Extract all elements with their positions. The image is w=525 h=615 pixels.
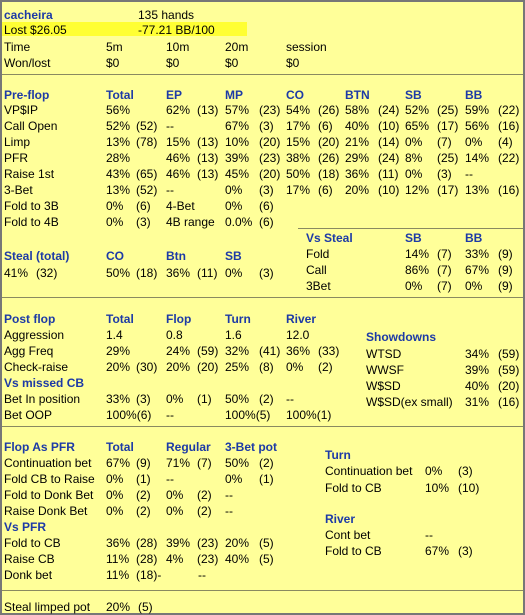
stat-label: 3Bet — [306, 279, 331, 293]
stat-sample: (9) — [498, 279, 513, 293]
stat-sample: (65) — [136, 167, 158, 181]
stat-label: Limp — [4, 135, 31, 149]
stat-value: 1.4 — [106, 328, 123, 342]
stat-value: 12.0 — [286, 328, 310, 342]
flop-as-pfr-title: Flop As PFR — [4, 440, 75, 454]
vs-steal-title: Vs Steal — [306, 231, 353, 245]
stat-value: 57% — [225, 103, 250, 117]
stat-sample: (25) — [437, 151, 459, 165]
divider — [298, 228, 523, 229]
stat-sample: (3) — [437, 167, 452, 181]
stat-value: 20% — [106, 600, 131, 614]
wonlost-value: $0 — [225, 56, 239, 70]
stat-sample: (5) — [138, 600, 153, 614]
stat-value: -- — [198, 568, 206, 582]
stat-sample: (28) — [136, 552, 158, 566]
stat-value: 50% — [106, 266, 131, 280]
stat-sample: (14) — [378, 135, 400, 149]
stat-value: 32% — [225, 344, 250, 358]
stat-label: Cont bet — [325, 528, 371, 542]
stat-sample: (10) — [378, 183, 400, 197]
steal-col: SB — [225, 249, 242, 263]
stat-label: Raise 1st — [4, 167, 55, 181]
stat-value: 52% — [106, 119, 131, 133]
stat-value: 36% — [345, 167, 370, 181]
stat-value: 17% — [286, 183, 311, 197]
stat-value: 29% — [345, 151, 370, 165]
stat-sample: (26) — [318, 151, 340, 165]
stat-value: 0% — [405, 167, 423, 181]
stat-value: 31% — [465, 395, 490, 409]
stat-value: -- — [425, 528, 433, 542]
stat-value: 0% — [425, 464, 443, 478]
stat-label: WWSF — [366, 363, 404, 377]
preflop-col: CO — [286, 88, 304, 102]
stat-value: 50% — [286, 167, 311, 181]
preflop-col: EP — [166, 88, 183, 102]
stat-sample: (7) — [437, 247, 452, 261]
stat-value: 67% — [465, 263, 490, 277]
time-col: session — [286, 40, 327, 54]
preflop-col: BTN — [345, 88, 370, 102]
stat-sample: (20) — [197, 360, 219, 374]
stat-value: 100%(5) — [225, 408, 271, 422]
stat-sample: (41) — [259, 344, 281, 358]
stat-sample: (13) — [197, 135, 219, 149]
vs-steal-col: BB — [465, 231, 483, 245]
stat-sample: (59) — [498, 363, 520, 377]
stat-sample: (22) — [498, 151, 520, 165]
stat-value: 40% — [465, 379, 490, 393]
stat-value: 33% — [465, 247, 490, 261]
stat-sample: (1) — [197, 392, 212, 406]
stat-value: 11% — [106, 552, 130, 566]
flop-as-pfr-col: Total — [106, 440, 134, 454]
stat-label: Donk bet — [4, 568, 53, 582]
stat-sample: (6) — [259, 199, 274, 213]
stat-value: 58% — [345, 103, 370, 117]
stat-value: 50% — [225, 392, 250, 406]
stat-sample: (33) — [318, 344, 340, 358]
stat-value: 54% — [286, 103, 311, 117]
stat-sample: (3) — [136, 392, 151, 406]
stat-value: 15% — [166, 135, 191, 149]
stat-label: WTSD — [366, 347, 402, 361]
stat-value: 14% — [405, 247, 430, 261]
wonlost-label: Won/lost — [4, 56, 51, 70]
stat-value: 67% — [425, 544, 450, 558]
stat-label: Fold CB to Raise — [4, 472, 95, 486]
preflop-col: MP — [225, 88, 243, 102]
stat-sample: (4) — [498, 135, 513, 149]
flop-as-pfr-col: 3-Bet pot — [225, 440, 277, 454]
stat-value: 20% — [225, 536, 250, 550]
stat-sample: (7) — [437, 135, 452, 149]
postflop-col: River — [286, 312, 317, 326]
stat-value: 14% — [465, 151, 490, 165]
stat-value: 71% — [166, 456, 191, 470]
stat-sample: (59) — [197, 344, 219, 358]
stat-sample: (9) — [498, 247, 513, 261]
stat-label: Aggression — [4, 328, 65, 342]
stat-value: -- — [225, 504, 233, 518]
stat-sample: (16) — [498, 119, 520, 133]
stat-sample: (52) — [136, 119, 158, 133]
stat-value: 24% — [166, 344, 191, 358]
stat-value: 67% — [225, 119, 250, 133]
stat-label: Fold to 3B — [4, 199, 59, 213]
stat-value: 0% — [225, 266, 243, 280]
stat-label: 4B range — [166, 215, 215, 229]
stat-value: 100%(1) — [286, 408, 332, 422]
stat-value: 0% — [106, 488, 124, 502]
stat-value: 0% — [106, 504, 124, 518]
stat-value: 11% — [106, 568, 130, 582]
stat-sample: (13) — [197, 103, 219, 117]
stat-value: 13% — [106, 135, 131, 149]
stat-sample: (25) — [437, 103, 459, 117]
stat-value: 28% — [106, 151, 131, 165]
vs-pfr-title: Vs PFR — [4, 520, 47, 534]
stat-sample: (23) — [259, 103, 281, 117]
stat-value: 59% — [465, 103, 490, 117]
wonlost-value: $0 — [286, 56, 300, 70]
stat-value: 46% — [166, 151, 191, 165]
stat-value: 43% — [106, 167, 131, 181]
stat-value: 40% — [225, 552, 250, 566]
stat-value: 8% — [405, 151, 423, 165]
stat-sample: (23) — [197, 552, 219, 566]
stat-sample: (2) — [136, 504, 151, 518]
stat-sample: (13) — [197, 167, 219, 181]
stat-value: 13% — [106, 183, 131, 197]
stat-value: 0% — [106, 199, 124, 213]
stat-value: 0% — [106, 215, 124, 229]
stat-value: 0% — [166, 488, 184, 502]
divider — [2, 74, 523, 75]
stat-sample: (3) — [259, 183, 274, 197]
stat-value: 0% — [286, 360, 304, 374]
stat-value: 0% — [106, 472, 124, 486]
stat-value: -- — [166, 183, 174, 197]
stat-sample: (2) — [259, 392, 274, 406]
stat-value: 46% — [166, 167, 191, 181]
stat-label: Agg Freq — [4, 344, 54, 358]
stat-sample: (6) — [318, 119, 333, 133]
stat-sample: (24) — [378, 103, 400, 117]
player-name[interactable]: cacheira — [4, 8, 53, 22]
stat-value: 0% — [166, 392, 184, 406]
flop-as-pfr-col: Regular — [166, 440, 211, 454]
stat-sample: (23) — [259, 151, 281, 165]
stat-value: 0% — [225, 472, 243, 486]
stat-label: Fold — [306, 247, 330, 261]
vs-steal-col: SB — [405, 231, 422, 245]
stat-sample: (1) — [136, 472, 151, 486]
stat-sample: (10) — [378, 119, 400, 133]
stat-sample: (20) — [318, 135, 340, 149]
stat-sample: (32) — [36, 266, 58, 280]
stat-sample: (78) — [136, 135, 158, 149]
stat-sample: (2) — [197, 504, 212, 518]
steal-col: Btn — [166, 249, 186, 263]
stat-sample: (11) — [378, 167, 399, 181]
stat-value: -- — [166, 119, 174, 133]
stat-label: Bet In position — [4, 392, 81, 406]
stat-sample: (22) — [498, 103, 520, 117]
showdowns-title: Showdowns — [366, 330, 436, 344]
river-title: River — [325, 512, 356, 526]
time-col: 10m — [166, 40, 190, 54]
stat-sample: (23) — [197, 536, 219, 550]
stat-sample: (1) — [259, 472, 274, 486]
postflop-col: Turn — [225, 312, 251, 326]
stat-sample: (2) — [318, 360, 333, 374]
stat-sample: (8) — [259, 360, 274, 374]
stat-sample: (2) — [197, 488, 212, 502]
postflop-col: Flop — [166, 312, 192, 326]
stat-value: 62% — [166, 103, 191, 117]
stat-sample: (3) — [136, 215, 151, 229]
stat-value: 0% — [405, 279, 423, 293]
stat-sample: (7) — [437, 263, 452, 277]
stat-sample: (6) — [318, 183, 333, 197]
stat-value: 36% — [106, 536, 131, 550]
stat-value: 0% — [225, 183, 243, 197]
stat-sample: (20) — [259, 135, 281, 149]
stat-value: 38% — [286, 151, 311, 165]
stat-value: -- — [166, 472, 174, 486]
stat-label: Call — [306, 263, 327, 277]
vs-missed-cb-title: Vs missed CB — [4, 376, 85, 390]
stat-label: Fold to 4B — [4, 215, 59, 229]
stat-value: 33% — [106, 392, 131, 406]
stat-value: 0% — [405, 135, 423, 149]
stat-value: 21% — [345, 135, 370, 149]
stat-value: 12% — [405, 183, 430, 197]
stat-value: 0% — [166, 504, 184, 518]
hands-count: 135 hands — [138, 8, 195, 22]
stat-sample: (9) — [136, 456, 151, 470]
stat-value: -- — [225, 488, 233, 502]
preflop-col: BB — [465, 88, 483, 102]
preflop-col: Total — [106, 88, 134, 102]
stat-label: 4-Bet — [166, 199, 195, 213]
stat-sample: (18) — [318, 167, 340, 181]
stat-label: Continuation bet — [4, 456, 92, 470]
stat-value: 45% — [225, 167, 250, 181]
divider — [2, 590, 523, 591]
postflop-title: Post flop — [4, 312, 56, 326]
stat-sample: (3) — [259, 266, 274, 280]
divider — [2, 426, 523, 427]
stat-sample: (9) — [498, 263, 513, 277]
stat-label: PFR — [4, 151, 28, 165]
stat-sample: (24) — [378, 151, 400, 165]
stat-sample: (52) — [136, 183, 158, 197]
stat-value: 4% — [166, 552, 184, 566]
stat-sample: (13) — [197, 151, 219, 165]
stat-value: 56% — [465, 119, 490, 133]
stat-label: Raise CB — [4, 552, 55, 566]
stat-label: Fold to Donk Bet — [4, 488, 94, 502]
stat-value: -- — [465, 167, 473, 181]
time-label: Time — [4, 40, 31, 54]
stat-value: 39% — [465, 363, 490, 377]
stat-value: 13% — [465, 183, 490, 197]
stat-label: Check-raise — [4, 360, 69, 374]
stat-value: 36% — [166, 266, 191, 280]
stat-label: W$SD(ex small) — [366, 395, 453, 409]
stat-sample: (10) — [458, 481, 480, 495]
preflop-title: Pre-flop — [4, 88, 50, 102]
stat-label: Fold to CB — [325, 481, 382, 495]
stat-value: 20% — [345, 183, 370, 197]
stat-sample: (2) — [259, 456, 274, 470]
stat-label: W$SD — [366, 379, 401, 393]
stat-sample: (6) — [259, 215, 274, 229]
stat-sample: (16) — [498, 183, 520, 197]
stat-label: Raise Donk Bet — [4, 504, 88, 518]
stat-label: Continuation bet — [325, 464, 413, 478]
stat-label: Bet OOP — [4, 408, 53, 422]
stat-value: 41% — [4, 266, 29, 280]
stat-value: 25% — [225, 360, 250, 374]
stat-value: 39% — [225, 151, 250, 165]
stat-value: 34% — [465, 347, 490, 361]
stat-sample: (16) — [498, 395, 520, 409]
stat-value: 17% — [286, 119, 311, 133]
stat-value: -- — [286, 392, 294, 406]
stat-sample: (7) — [197, 456, 212, 470]
wonlost-value: $0 — [106, 56, 120, 70]
stat-sample: (3) — [458, 464, 473, 478]
stat-value: 0.0% — [225, 215, 253, 229]
stat-value: 67% — [106, 456, 131, 470]
stat-sample: (3) — [458, 544, 473, 558]
stat-value: 86% — [405, 263, 430, 277]
stat-sample: (28) — [136, 536, 158, 550]
stat-value: 65% — [405, 119, 430, 133]
preflop-col: SB — [405, 88, 422, 102]
stat-sample: (5) — [259, 536, 274, 550]
stat-value: 36% — [286, 344, 311, 358]
stat-sample: (11) — [197, 266, 218, 280]
stat-value: 52% — [405, 103, 430, 117]
stat-sample: (20) — [498, 379, 520, 393]
stat-label: Fold to CB — [325, 544, 382, 558]
stat-label: Call Open — [4, 119, 58, 133]
stat-value: 10% — [425, 481, 450, 495]
stat-value: 1.6 — [225, 328, 242, 342]
divider — [2, 297, 523, 298]
stat-label: Fold to CB — [4, 536, 61, 550]
stat-sample: (18)- — [136, 568, 162, 582]
stat-sample: (20) — [259, 167, 281, 181]
steal-title: Steal (total) — [4, 249, 70, 263]
stat-value: 20% — [106, 360, 131, 374]
stat-sample: (30) — [136, 360, 158, 374]
stat-value: 39% — [166, 536, 191, 550]
steal-col: CO — [106, 249, 124, 263]
stat-value: 29% — [106, 344, 131, 358]
stat-value: 40% — [345, 119, 370, 133]
stat-value: 20% — [166, 360, 191, 374]
stat-label: Steal limped pot — [4, 600, 91, 614]
stat-sample: (5) — [259, 552, 274, 566]
stat-value: 56% — [106, 103, 131, 117]
stat-value: -- — [166, 408, 174, 422]
stat-sample: (7) — [437, 279, 452, 293]
stat-sample: (2) — [136, 488, 151, 502]
stat-value: 0% — [465, 279, 483, 293]
stat-value: 10% — [225, 135, 250, 149]
stat-sample: (59) — [498, 347, 520, 361]
stat-value: 0% — [465, 135, 483, 149]
bb-rate: -77.21 BB/100 — [138, 23, 215, 37]
stat-sample: (17) — [437, 119, 459, 133]
stat-sample: (3) — [259, 119, 274, 133]
stat-value: 0.8 — [166, 328, 183, 342]
stat-value: 0% — [225, 199, 243, 213]
postflop-col: Total — [106, 312, 134, 326]
lost-amount: Lost $26.05 — [4, 23, 67, 37]
stat-value: 100%(6) — [106, 408, 152, 422]
stat-value: 15% — [286, 135, 311, 149]
stat-sample: (18) — [136, 266, 158, 280]
stat-sample: (6) — [136, 199, 151, 213]
stat-label: 3-Bet — [4, 183, 33, 197]
turn-title: Turn — [325, 448, 351, 462]
stat-sample: (17) — [437, 183, 459, 197]
stat-label: VP$IP — [4, 103, 39, 117]
time-col: 20m — [225, 40, 249, 54]
stat-value: 50% — [225, 456, 250, 470]
stat-sample: (26) — [318, 103, 340, 117]
time-col: 5m — [106, 40, 123, 54]
wonlost-value: $0 — [166, 56, 180, 70]
